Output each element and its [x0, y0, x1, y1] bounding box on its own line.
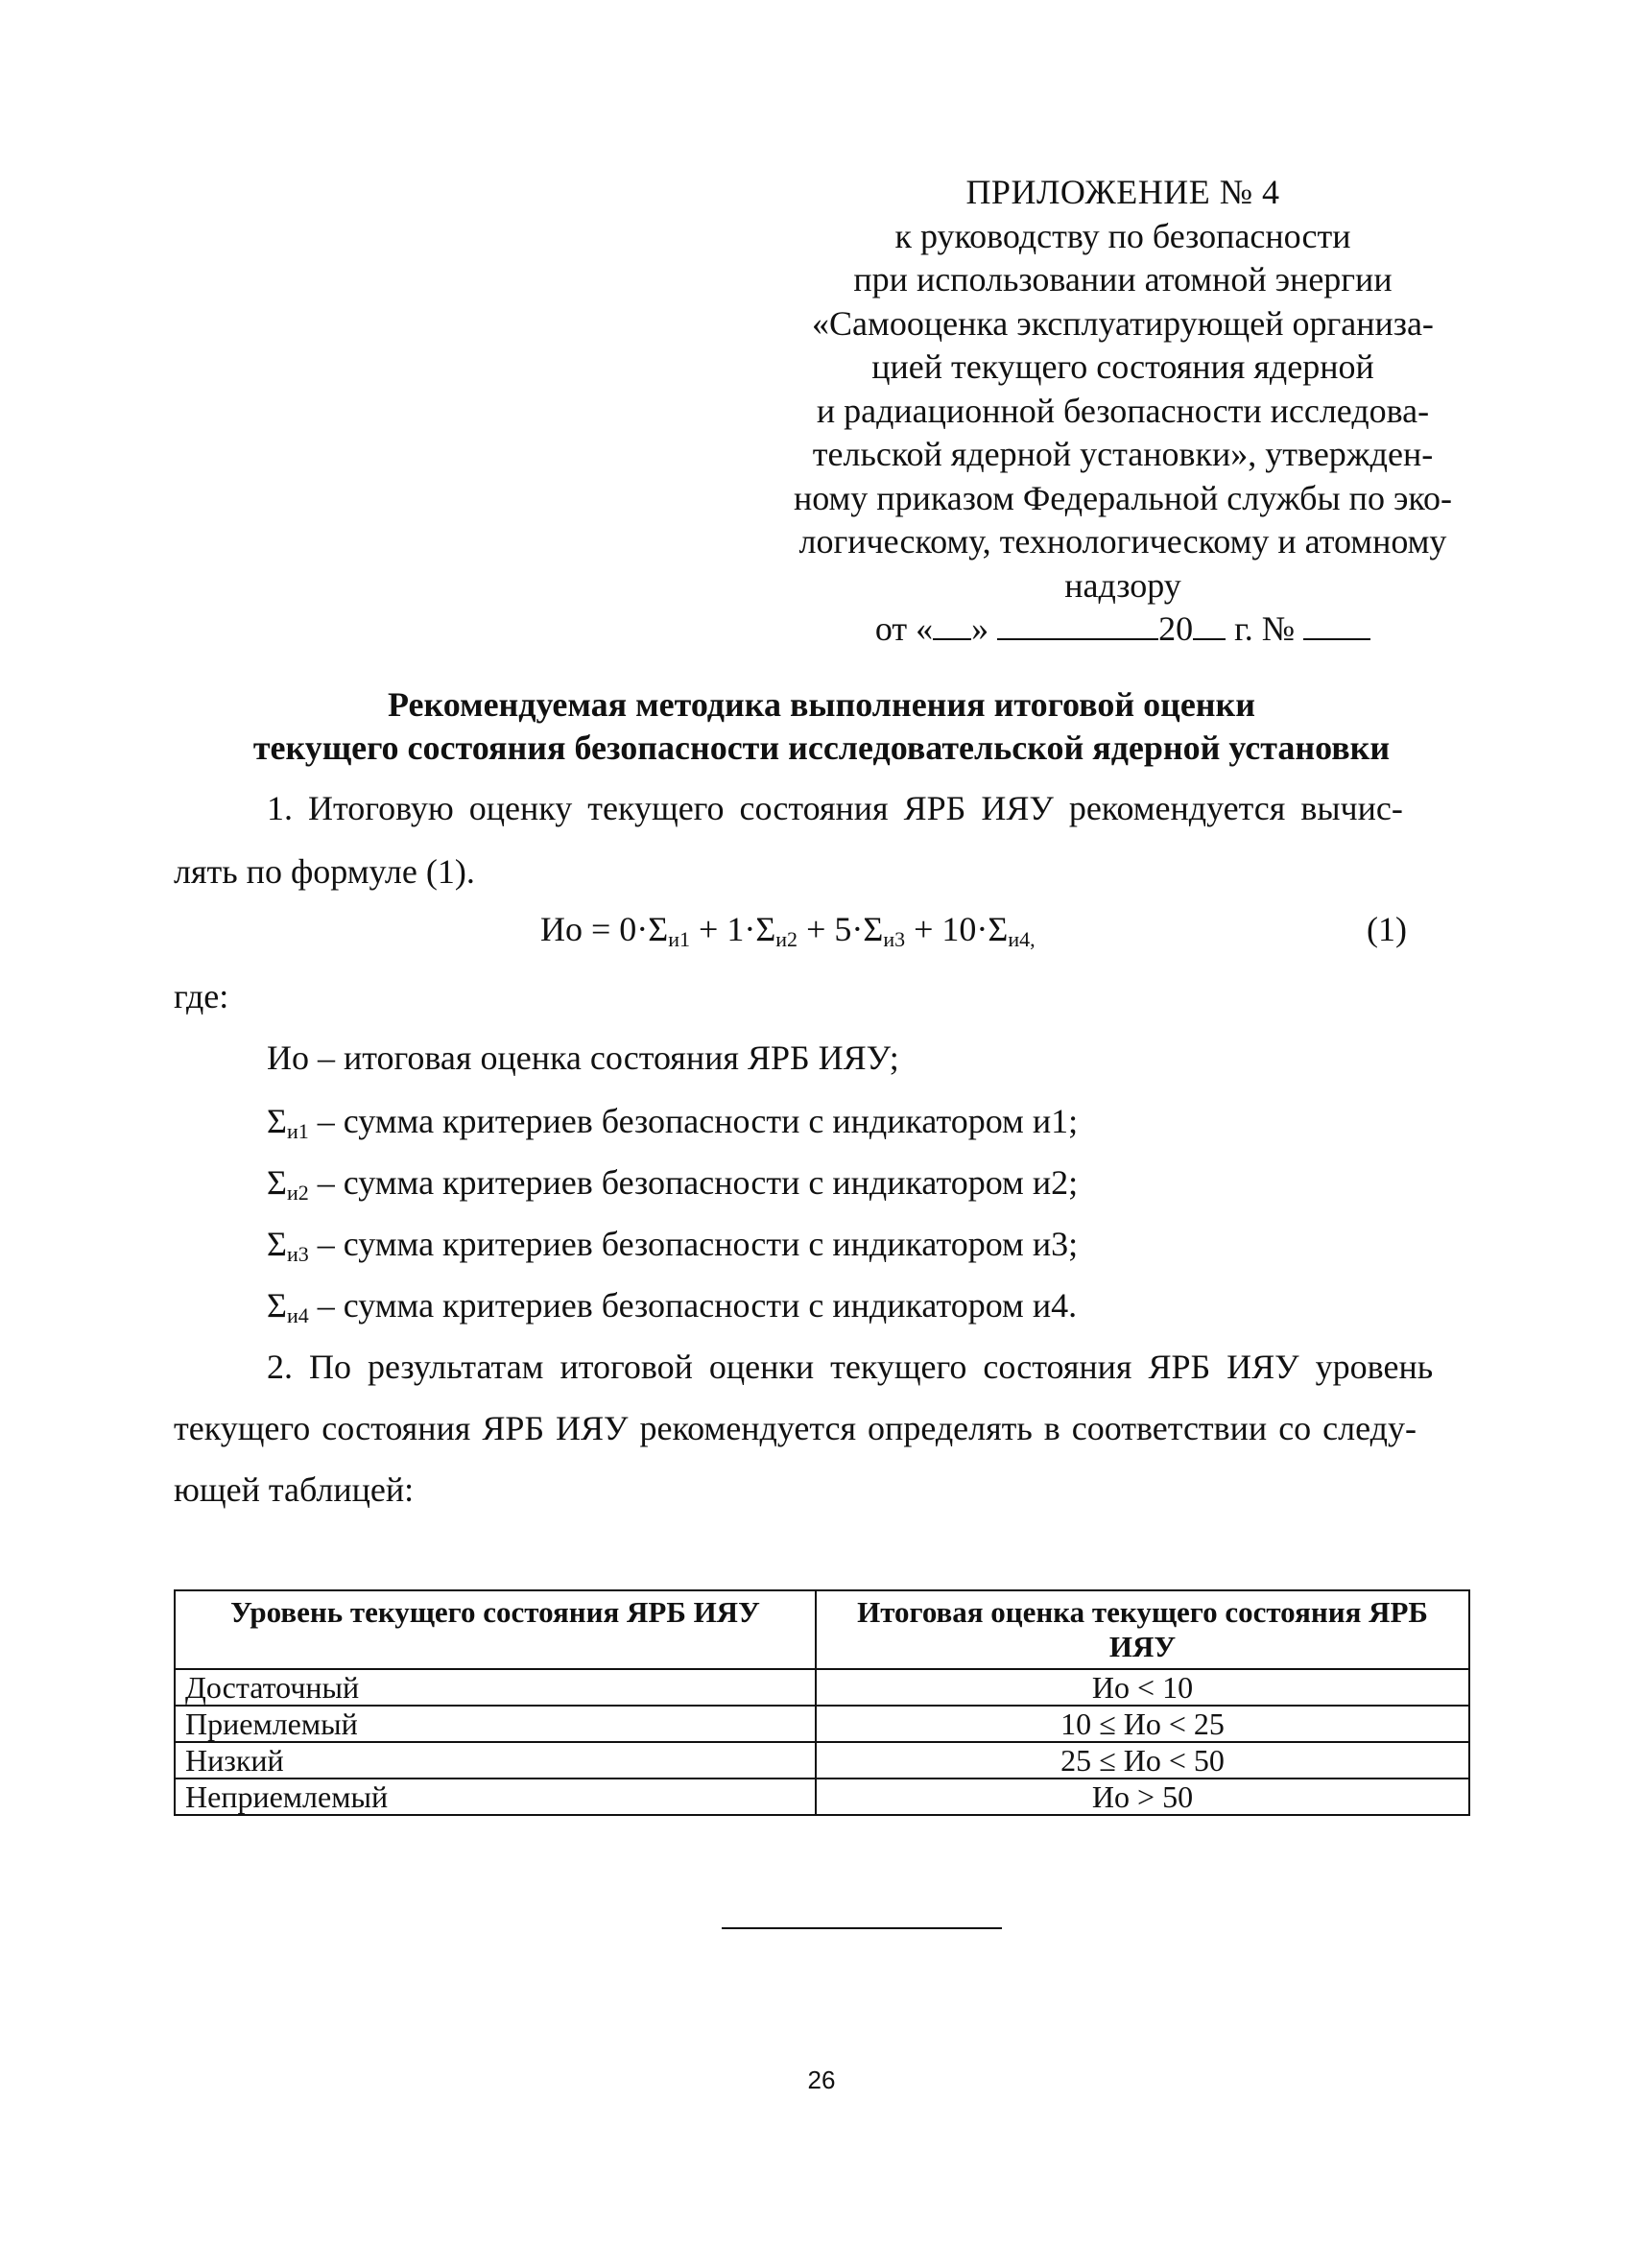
- appendix-line: и радиационной безопасности исследова-: [816, 391, 1430, 430]
- paragraph-2-line: 2. По результатам итоговой оценки текущего состояния ЯРБ ИЯУ уровень: [267, 1348, 1434, 1386]
- date-year: 20: [1158, 609, 1194, 648]
- score-cell: 25 ≤ Ио < 50: [816, 1742, 1469, 1779]
- date-mid: »: [971, 609, 989, 648]
- definition-io: Ио – итоговая оценка состояния ЯРБ ИЯУ;: [267, 1039, 899, 1077]
- formula-subscript: и4,: [1008, 927, 1036, 951]
- formula-number: (1): [1367, 910, 1407, 948]
- score-cell: 10 ≤ Ио < 25: [816, 1706, 1469, 1742]
- title-line: Рекомендуемая методика выполнения итоговой оценки: [387, 685, 1256, 724]
- table-header-row: [175, 1590, 1469, 1669]
- sigma-symbol: Σ: [267, 1225, 287, 1263]
- definition-sigma-1: [267, 1100, 1078, 1153]
- title-line: текущего состояния безопасности исследовательской ядерной установки: [252, 728, 1391, 767]
- formula-term: + 10·Σ: [905, 910, 1009, 948]
- appendix-line: «Самооценка эксплуатирующей организа-: [812, 303, 1434, 343]
- appendix-line: при использовании атомной энергии: [853, 260, 1393, 298]
- date-prefix: от «: [874, 609, 934, 648]
- appendix-line: ному приказом Федеральной службы по эко-: [793, 478, 1453, 517]
- paragraph-1-line: лять по формуле (1).: [174, 852, 475, 891]
- sigma-symbol: Σ: [267, 1286, 287, 1325]
- definition-sigma-4: [267, 1284, 1077, 1337]
- section-title: [115, 683, 1528, 770]
- score-cell: Ио > 50: [816, 1779, 1469, 1815]
- date-suffix: г. №: [1226, 609, 1296, 648]
- formula-term: + 5·Σ: [798, 910, 884, 948]
- table-row: [175, 1742, 1469, 1779]
- paragraph-2-line: текущего состояния ЯРБ ИЯУ рекомендуется определять в соответствии со следу-: [174, 1409, 1417, 1447]
- level-cell: Низкий: [175, 1742, 816, 1779]
- year-blank: [1193, 611, 1226, 640]
- page-number: 26: [807, 2065, 836, 2094]
- table-row: [175, 1779, 1469, 1815]
- appendix-line: цией текущего состояния ядерной: [871, 347, 1374, 386]
- formula-subscript: и2: [775, 927, 798, 951]
- sigma-symbol: Σ: [267, 1102, 287, 1140]
- level-cell: Неприемлемый: [175, 1779, 816, 1815]
- appendix-line: надзору: [1064, 565, 1181, 605]
- definition-subscript: и4: [286, 1303, 309, 1327]
- definition-subscript: и1: [286, 1119, 309, 1143]
- level-cell: Достаточный: [175, 1669, 816, 1706]
- column-header: Уровень текущего состояния ЯРБ ИЯУ: [175, 1590, 816, 1669]
- paragraph-1-line: 1. Итоговую оценку текущего состояния ЯРБ ИЯУ рекомендуется вычис-: [267, 789, 1403, 827]
- safety-level-table: [174, 1589, 1470, 1816]
- formula-subscript: и1: [668, 927, 691, 951]
- formula: [540, 908, 1036, 961]
- appendix-title: ПРИЛОЖЕНИЕ № 4: [965, 173, 1280, 211]
- definition-text: – сумма критериев безопасности с индикатором и2;: [308, 1163, 1079, 1202]
- month-blank: [997, 611, 1158, 640]
- table-row: [175, 1669, 1469, 1706]
- formula-term: Ио = 0·Σ: [540, 910, 669, 948]
- definition-subscript: и2: [286, 1181, 309, 1205]
- definition-sigma-3: [267, 1223, 1078, 1276]
- appendix-header: [729, 171, 1516, 652]
- appendix-line: к руководству по безопасности: [894, 216, 1351, 255]
- end-rule: [722, 1927, 1002, 1929]
- level-cell: Приемлемый: [175, 1706, 816, 1742]
- sigma-symbol: Σ: [267, 1163, 287, 1202]
- formula-term: + 1·Σ: [690, 910, 776, 948]
- definition-text: – сумма критериев безопасности с индикатором и1;: [308, 1102, 1079, 1140]
- approval-date-line: [729, 608, 1516, 652]
- definition-text: – сумма критериев безопасности с индикатором и3;: [308, 1225, 1079, 1263]
- number-blank: [1303, 611, 1370, 640]
- definition-subscript: и3: [286, 1242, 309, 1266]
- column-header: Итоговая оценка текущего состояния ЯРБ ИЯУ: [816, 1590, 1469, 1669]
- appendix-line: логическому, технологическому и атомному: [798, 522, 1447, 561]
- definition-text: – сумма критериев безопасности с индикатором и4.: [308, 1286, 1078, 1325]
- appendix-line: тельской ядерной установки», утвержден-: [812, 435, 1434, 473]
- paragraph-2-line: ющей таблицей:: [174, 1470, 415, 1509]
- definition-sigma-2: [267, 1161, 1078, 1214]
- score-cell: Ио < 10: [816, 1669, 1469, 1706]
- table-row: [175, 1706, 1469, 1742]
- day-blank: [933, 611, 971, 640]
- formula-subscript: и3: [883, 927, 906, 951]
- where-label: где:: [174, 977, 229, 1015]
